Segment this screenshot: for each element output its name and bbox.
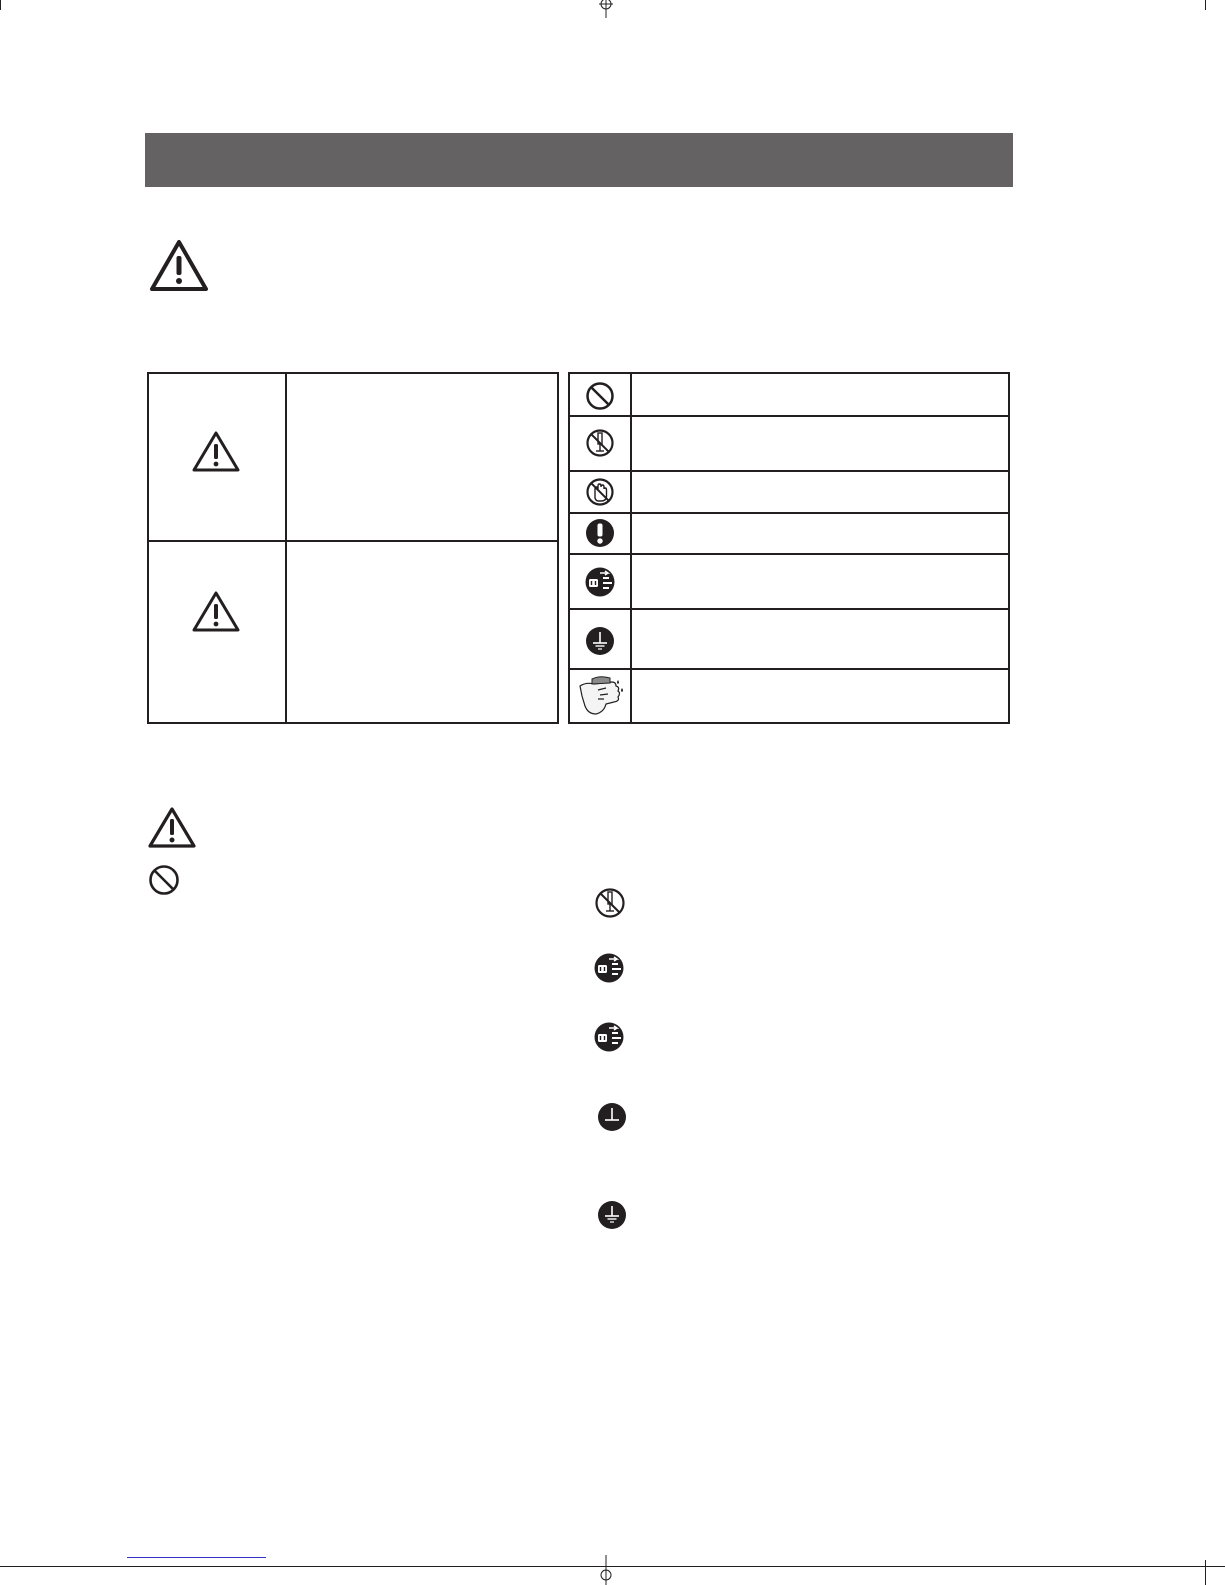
prohibition-icon <box>148 864 180 896</box>
mandatory-ground-icon <box>597 1102 627 1132</box>
unplug-icon <box>593 952 625 984</box>
earth-ground-icon <box>585 626 615 656</box>
symbol-table-divider <box>570 415 1008 417</box>
crop-mark-top-left <box>0 0 1 10</box>
registration-mark-bottom <box>597 1555 615 1585</box>
banner-title <box>145 149 161 171</box>
warning-triangle-icon <box>191 430 241 474</box>
crop-mark-top-right <box>1205 0 1206 10</box>
warning-triangle-icon <box>148 238 210 294</box>
registration-mark-top <box>597 0 615 18</box>
symbol-table-divider <box>570 470 1008 472</box>
unplug-icon <box>584 566 616 598</box>
do-not-touch-icon <box>585 476 615 508</box>
severity-row <box>149 374 557 540</box>
earth-ground-icon <box>597 1200 627 1230</box>
symbol-table-divider <box>570 553 1008 555</box>
keep-dry-icon <box>576 672 626 718</box>
section-banner <box>145 133 1013 187</box>
severity-row <box>149 542 557 722</box>
link-underline[interactable] <box>127 1557 266 1558</box>
symbol-table-divider <box>570 512 1008 514</box>
prohibition-icon <box>585 381 615 411</box>
symbol-table-divider <box>570 608 1008 610</box>
warning-triangle-icon <box>147 806 197 850</box>
unplug-icon <box>593 1021 625 1053</box>
severity-table <box>147 372 559 724</box>
warning-triangle-icon <box>191 590 241 634</box>
crop-mark-bottom-right <box>1205 1560 1206 1585</box>
symbol-table-divider <box>570 668 1008 670</box>
do-not-disassemble-icon <box>594 886 626 920</box>
symbol-table <box>568 372 1010 724</box>
do-not-disassemble-icon <box>585 427 615 459</box>
mandatory-action-icon <box>585 518 615 548</box>
